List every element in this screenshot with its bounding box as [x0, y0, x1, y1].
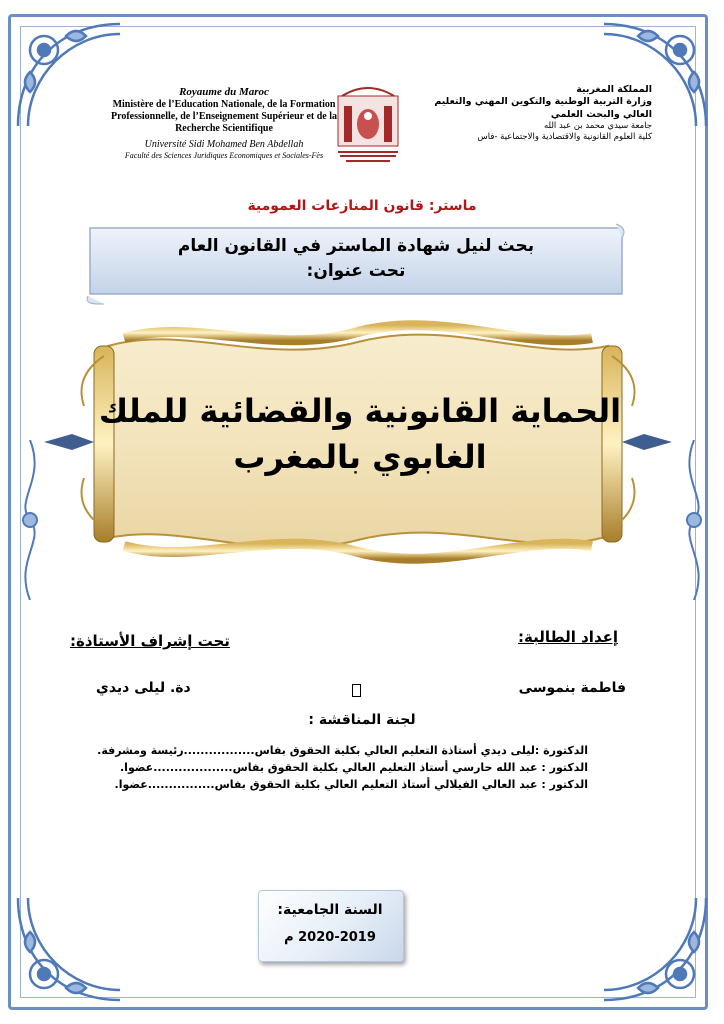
faculty-ar: كلية العلوم القانونية والاقتصادية والاجتماعية -فاس: [477, 132, 652, 143]
university-logo: [332, 82, 404, 166]
ministry-fr: Ministère de l’Education Nationale, de la Formation Professionnelle, de l’Enseignement Supérieur et de la Recherche Scientifique: [110, 99, 337, 135]
academic-year-label: السنة الجامعية:: [277, 902, 383, 918]
supervisor-name: دة. ليلى ديدي: [96, 680, 191, 696]
banner-text: [84, 234, 628, 283]
jury-member: الدكتورة :ليلى ديدي أستاذة التعليم العالي بكلية الحقوق بفاس.................رئيسة ومشرفة.: [97, 744, 588, 757]
academic-year-value: 2020-2019 م: [284, 930, 376, 945]
header-arabic: [412, 84, 652, 143]
banner-line-2: تحت عنوان:: [306, 260, 406, 281]
university-ar: جامعة سيدي محمد بن عبد الله: [543, 121, 652, 132]
missing-glyph-box: [352, 684, 361, 697]
ministry-ar-line2: العالي والبحث العلمي: [550, 108, 652, 120]
jury-member: الدكتور : عبد العالي الفيلالي أستاذ التعليم العالي بكلية الحقوق بفاس................عضوا.: [114, 778, 588, 792]
university-fr: Université Sidi Mohamed Ben Abdellah: [144, 139, 304, 151]
header-french: [104, 86, 344, 161]
jury-label: لجنة المناقشة :: [308, 712, 416, 728]
ministry-ar-line1: وزارة التربية الوطنية والتكوين المهني والتعليم: [434, 96, 652, 108]
faculty-fr: Faculté des Sciences Juridiques Economiques et Sociales-Fès: [124, 151, 324, 161]
title-line-2: الغابوي بالمغرب: [233, 438, 487, 477]
title-line-1: الحماية القانونية والقضائية للملك: [98, 392, 622, 430]
jury-member: الدكتور : عبد الله حارسي أستاذ التعليم العالي بكلية الحقوق بفاس...................عضوا.: [120, 761, 588, 775]
academic-year-box: [258, 890, 404, 962]
banner-line-1: بحث لنيل شهادة الماستر في القانون العام: [177, 236, 535, 256]
student-name: فاطمة بنموسى: [518, 680, 626, 696]
supervisor-label: تحت إشراف الأستاذة:: [70, 632, 230, 650]
master-program: ماستر: قانون المنازعات العمومية: [247, 198, 477, 214]
jury-list: [97, 742, 588, 793]
corner-ornament-icon: [594, 888, 714, 1008]
kingdom-ar: المملكة المغربية: [576, 84, 652, 95]
thesis-title: [90, 388, 630, 481]
corner-ornament-icon: [10, 888, 130, 1008]
student-label: إعداد الطالبة:: [518, 628, 618, 646]
kingdom-fr: Royaume du Maroc: [179, 86, 269, 98]
side-ornament-icon: [674, 440, 714, 600]
